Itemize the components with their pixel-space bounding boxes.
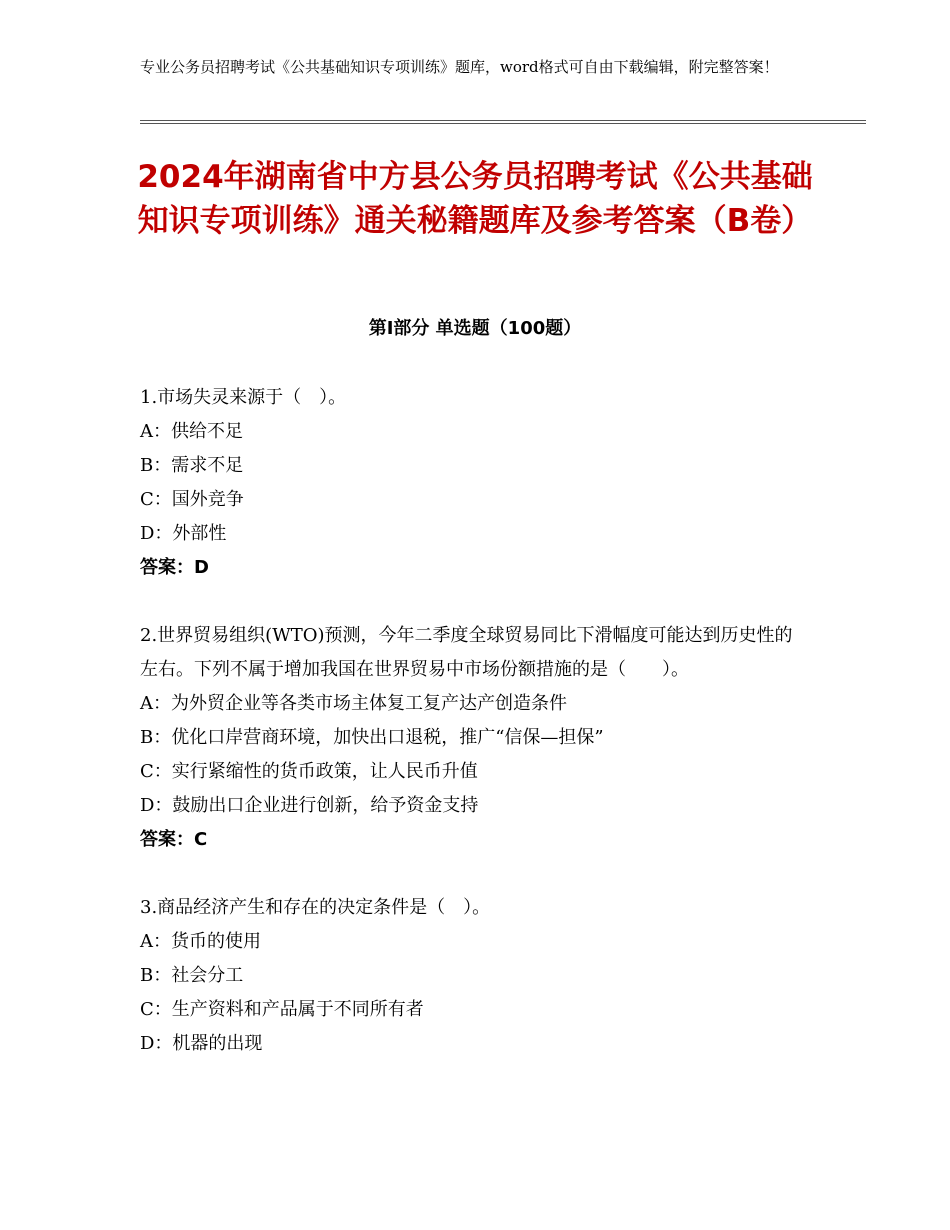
option-b: B：需求不足	[140, 455, 244, 476]
answer: 答案：C	[140, 829, 208, 850]
question-stem: 3.商品经济产生和存在的决定条件是（ ）。	[140, 897, 491, 918]
option-b: B：优化口岸营商环境，加快出口退税，推广“信保—担保”	[140, 727, 604, 748]
option-b: B：社会分工	[140, 965, 244, 986]
option-c: C：实行紧缩性的货币政策，让人民币升值	[140, 761, 478, 782]
option-a: A：为外贸企业等各类市场主体复工复产达产创造条件	[140, 693, 567, 714]
option-c: C：生产资料和产品属于不同所有者	[140, 999, 424, 1020]
question-list	[140, 381, 810, 1095]
answer: 答案：D	[140, 557, 209, 578]
header-divider	[140, 120, 866, 124]
option-a: A：供给不足	[140, 421, 243, 442]
section-heading: 第Ⅰ部分 单选题（100题）	[368, 318, 582, 339]
question-stem: 2.世界贸易组织(WTO)预测，今年二季度全球贸易同比下滑幅度可能达到历史性的左右。下列不属于增加我国在世界贸易中市场份额措施的是（ ）。	[140, 625, 793, 680]
option-c: C：国外竞争	[140, 489, 244, 510]
question-1	[140, 381, 810, 585]
question-stem: 1.市场失灵来源于（ ）。	[140, 387, 347, 408]
option-d: D：机器的出现	[140, 1033, 263, 1054]
document-header-note: 专业公务员招聘考试《公共基础知识专项训练》题库，word格式可自由下载编辑，附完整答案！	[140, 58, 779, 76]
question-3	[140, 891, 810, 1061]
document-title: 2024年湖南省中方县公务员招聘考试《公共基础知识专项训练》通关秘籍题库及参考答案（B卷）	[137, 159, 813, 239]
question-2	[140, 619, 810, 857]
option-d: D：鼓励出口企业进行创新，给予资金支持	[140, 795, 479, 816]
option-d: D：外部性	[140, 523, 227, 544]
option-a: A：货币的使用	[140, 931, 261, 952]
